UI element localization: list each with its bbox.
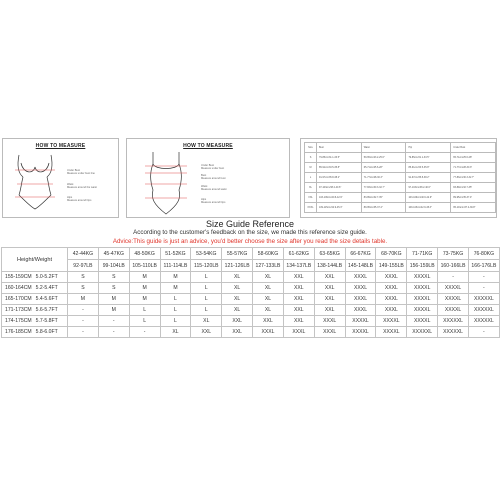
size-cell: XXXL (376, 283, 407, 294)
size-cell: XL (222, 272, 253, 283)
weight-lb-header: 127-133LB (253, 260, 284, 272)
mini-header-cell: Under Bust (451, 143, 496, 153)
size-cell: XXXXL (407, 316, 438, 327)
table-row (2, 327, 500, 338)
mini-cell: 83-89cm/32.7-35" (451, 183, 496, 193)
size-cell: XXL (314, 294, 345, 305)
mini-cell: 79-85cm/31.1-33.5" (316, 153, 361, 163)
mini-row (305, 173, 496, 183)
mini-cell: 109-115cm/42.9-45.3" (406, 203, 451, 213)
mini-cell: 79-85cm/31.1-33.5" (406, 153, 451, 163)
measure-label: Measure around hips (201, 201, 226, 204)
mini-cell: S (305, 153, 317, 163)
weight-lb-header: 121-126LB (222, 260, 253, 272)
height-ft: 5.6-5.7FT (35, 307, 58, 313)
weight-kg-header: 58-60KG (253, 248, 284, 260)
measure-label: Under Bust (201, 164, 214, 167)
height-cm: 174-175CM (5, 318, 32, 324)
weight-lb-header: 111-114LB (160, 260, 191, 272)
mini-cell: L (305, 173, 317, 183)
mini-cell: 91-97cm/35.8-38.2" (406, 173, 451, 183)
swimsuit-figure-illustration (137, 150, 195, 216)
size-cell: XXXL (345, 283, 376, 294)
measure-card-bikini (2, 138, 119, 218)
measure-title: HOW TO MEASURE (35, 143, 86, 149)
size-cell: XXXL (345, 305, 376, 316)
mini-header-cell: Hip (406, 143, 451, 153)
height-cell (2, 294, 68, 305)
weight-kg-header: 48-50KG (129, 248, 160, 260)
size-cell: XXXXXL (438, 327, 469, 338)
size-cell: XXL (283, 272, 314, 283)
weight-lb-header: 105-110LB (129, 260, 160, 272)
mini-cell: 91-97cm/35.8-38.2" (316, 173, 361, 183)
size-cell: S (98, 272, 129, 283)
mini-cell: 109-115cm/42.9-45.3" (316, 203, 361, 213)
mini-cell: 77-83cm/30.3-32.7" (361, 183, 406, 193)
weight-lb-header: 115-120LB (191, 260, 222, 272)
size-cell: XXXL (345, 294, 376, 305)
size-cell: L (191, 305, 222, 316)
size-cell: XXL (314, 305, 345, 316)
size-cell: XL (253, 283, 284, 294)
measure-card-swimsuit (126, 138, 290, 218)
mini-cell: 65-71cm/25.6-28" (361, 163, 406, 173)
mini-header-cell: Size (305, 143, 317, 153)
mini-header-row (305, 143, 496, 153)
height-ft: 5.8-6.0FT (35, 329, 58, 335)
measure-label: Measure around bust (201, 177, 226, 180)
size-cell: L (191, 294, 222, 305)
measure-label: Under Bust (67, 169, 80, 172)
weight-kg-header: 66-67KG (345, 248, 376, 260)
height-cm: 160-164CM (5, 285, 32, 291)
size-cell: XL (160, 327, 191, 338)
height-cell (2, 305, 68, 316)
size-cell: M (98, 294, 129, 305)
mini-cell: 89-95cm/35-37.4" (361, 203, 406, 213)
size-cell: L (160, 294, 191, 305)
size-cell: XXXXL (407, 305, 438, 316)
weight-lb-header: 149-155LB (376, 260, 407, 272)
measure-title: HOW TO MEASURE (183, 143, 233, 149)
size-cell: - (68, 305, 99, 316)
mini-row (305, 193, 496, 203)
size-cell: XXXXL (438, 305, 469, 316)
size-cell: XXL (283, 283, 314, 294)
weight-kg-header: 55-57KG (222, 248, 253, 260)
size-cell: XXXL (345, 272, 376, 283)
mini-row (305, 153, 496, 163)
height-weight-header: Height/Weight (2, 248, 68, 272)
size-cell: XL (191, 316, 222, 327)
measure-label: Waist (67, 183, 74, 186)
height-cell (2, 283, 68, 294)
size-cell: XXXXL (407, 272, 438, 283)
size-cell: L (129, 316, 160, 327)
size-cell: XL (253, 272, 284, 283)
mini-cell: 59-65cm/23.2-25.6" (361, 153, 406, 163)
measure-label: Bust (201, 174, 207, 177)
size-cell: M (98, 305, 129, 316)
size-cell: - (129, 327, 160, 338)
mini-cell: 71-77cm/28-30.3" (451, 163, 496, 173)
bikini-figure-illustration (9, 151, 61, 213)
height-cell (2, 272, 68, 283)
size-cell: XL (222, 305, 253, 316)
weight-kg-header: 68-70KG (376, 248, 407, 260)
height-cm: 176-185CM (5, 329, 32, 335)
size-guide-table (1, 247, 500, 338)
measure-label: Measure around hips (67, 199, 92, 202)
size-cell: L (129, 305, 160, 316)
table-row (2, 272, 500, 283)
mini-cell: 83-89cm/32.7-35" (361, 193, 406, 203)
size-cell: S (68, 283, 99, 294)
size-cell: - (468, 283, 499, 294)
size-cell: - (468, 327, 499, 338)
weight-lb-header: 145-148LB (345, 260, 376, 272)
size-cell: XXL (283, 294, 314, 305)
size-cell: XXXXL (407, 283, 438, 294)
size-cell: L (191, 283, 222, 294)
size-cell: XXXL (376, 294, 407, 305)
size-cell: XXXL (314, 327, 345, 338)
measure-section (0, 138, 500, 218)
size-cell: M (160, 283, 191, 294)
size-cell: XXL (222, 327, 253, 338)
weight-kg-header: 73-75KG (438, 248, 469, 260)
table-row (2, 283, 500, 294)
size-cell: XXL (222, 316, 253, 327)
size-cell: XXXXL (438, 283, 469, 294)
measure-label: Hips (67, 196, 73, 199)
size-cell: XXXXXL (468, 316, 499, 327)
weight-kg-header: 42-44KG (68, 248, 99, 260)
size-cell: XXXXL (345, 327, 376, 338)
mini-cell: XL (305, 183, 317, 193)
size-cell: XXXXL (345, 316, 376, 327)
size-cell: XXXXL (407, 294, 438, 305)
height-cell (2, 327, 68, 338)
mini-cell: 65-71cm/25.6-28" (451, 153, 496, 163)
mini-cell: 97-103cm/38.2-40.6" (406, 183, 451, 193)
size-cell: S (68, 272, 99, 283)
weight-kg-header: 76-80KG (468, 248, 499, 260)
weight-kg-header: 71-71KG (407, 248, 438, 260)
weight-lb-header: 92-97LB (68, 260, 99, 272)
mini-cell: 97-103cm/38.2-40.6" (316, 183, 361, 193)
size-cell: XL (222, 283, 253, 294)
size-cell: XXL (283, 305, 314, 316)
weight-lb-header: 134-137LB (283, 260, 314, 272)
mini-cell: 95-101cm/37.4-39.8" (451, 203, 496, 213)
mini-cell: 85-91cm/33.5-35.8" (406, 163, 451, 173)
size-cell: M (129, 294, 160, 305)
size-cell: M (68, 294, 99, 305)
weight-kg-row (2, 248, 500, 260)
weight-kg-header: 53-54KG (191, 248, 222, 260)
weight-lb-header: 99-104LB (98, 260, 129, 272)
measure-label: Measure around waist (201, 188, 227, 191)
measure-label: Measure under bust line (67, 172, 95, 175)
weight-lb-header: 166-176LB (468, 260, 499, 272)
mini-cell: 71-77cm/28-30.3" (361, 173, 406, 183)
size-cell: XXXXXL (407, 327, 438, 338)
height-ft: 5.0-5.2FT (35, 274, 58, 280)
mini-row (305, 163, 496, 173)
size-cell: - (438, 272, 469, 283)
height-cm: 171-173CM (5, 307, 32, 313)
mini-header-cell: Waist (361, 143, 406, 153)
mini-cell: M (305, 163, 317, 173)
size-cell: XXL (191, 327, 222, 338)
mini-cell: XXXL (305, 203, 317, 213)
table-row (2, 316, 500, 327)
height-cell (2, 316, 68, 327)
weight-kg-header: 61-62KG (283, 248, 314, 260)
size-cell: XXL (253, 316, 284, 327)
size-cell: XXXXL (376, 316, 407, 327)
size-cell: XXXXXL (468, 305, 499, 316)
mini-cell: 103-109cm/40.6-42.9" (406, 193, 451, 203)
mini-cell: 77-83cm/30.3-32.7" (451, 173, 496, 183)
size-guide-subtitle: According to the customer's feedback on the size, we made this reference size guide. (133, 229, 367, 236)
height-ft: 5.2-5.4FT (35, 285, 58, 291)
mini-header-cell: Bust (316, 143, 361, 153)
height-cm: 155-159CM (5, 274, 32, 280)
size-cell: XXXL (253, 327, 284, 338)
size-cell: - (98, 316, 129, 327)
weight-lb-row (2, 260, 500, 272)
size-cell: XXL (314, 283, 345, 294)
measure-label: Hips (201, 198, 207, 201)
weight-lb-header: 156-159LB (407, 260, 438, 272)
weight-kg-header: 51-52KG (160, 248, 191, 260)
size-cell: XL (222, 294, 253, 305)
size-cell: XXXXL (438, 294, 469, 305)
size-cell: S (98, 283, 129, 294)
mini-size-chart (304, 142, 496, 213)
size-cell: - (68, 316, 99, 327)
mini-row (305, 183, 496, 193)
mini-cell: 103-109cm/40.6-42.9" (316, 193, 361, 203)
size-cell: M (129, 272, 160, 283)
size-cell: XXXL (283, 327, 314, 338)
height-ft: 5.4-5.6FT (35, 296, 58, 302)
mini-row (305, 203, 496, 213)
size-cell: M (160, 272, 191, 283)
size-cell: - (468, 272, 499, 283)
size-cell: M (129, 283, 160, 294)
size-guide-advice: Advice:This guide is just an advice, you'd better choose the size after you read the size details table. (112, 238, 388, 245)
measure-chart-card (300, 138, 497, 218)
size-cell: XXXXXL (468, 294, 499, 305)
size-cell: XXL (283, 316, 314, 327)
size-cell: XXXL (376, 272, 407, 283)
mini-cell: XXL (305, 193, 317, 203)
height-cm: 165-170CM (5, 296, 32, 302)
measure-label: Measure under bust (201, 167, 225, 170)
size-cell: XXL (314, 272, 345, 283)
mini-cell: 85-91cm/33.5-35.8" (316, 163, 361, 173)
size-cell: XXXL (314, 316, 345, 327)
table-row (2, 305, 500, 316)
weight-lb-header: 138-144LB (314, 260, 345, 272)
size-cell: - (68, 327, 99, 338)
size-cell: XXXXXL (438, 316, 469, 327)
size-cell: XL (253, 305, 284, 316)
size-cell: - (98, 327, 129, 338)
size-cell: XXXXL (376, 327, 407, 338)
table-row (2, 294, 500, 305)
size-cell: L (160, 305, 191, 316)
height-ft: 5.7-5.8FT (35, 318, 58, 324)
size-cell: XXXL (376, 305, 407, 316)
weight-lb-header: 160-166LB (438, 260, 469, 272)
measure-label: Waist (201, 185, 208, 188)
mini-cell: 89-95cm/35-37.4" (451, 193, 496, 203)
size-cell: L (160, 316, 191, 327)
weight-kg-header: 63-65KG (314, 248, 345, 260)
weight-kg-header: 45-47KG (98, 248, 129, 260)
size-cell: XL (253, 294, 284, 305)
measure-label: Measure around the waist (67, 186, 97, 189)
size-guide-title: Size Guide Reference (205, 219, 295, 229)
size-cell: L (191, 272, 222, 283)
